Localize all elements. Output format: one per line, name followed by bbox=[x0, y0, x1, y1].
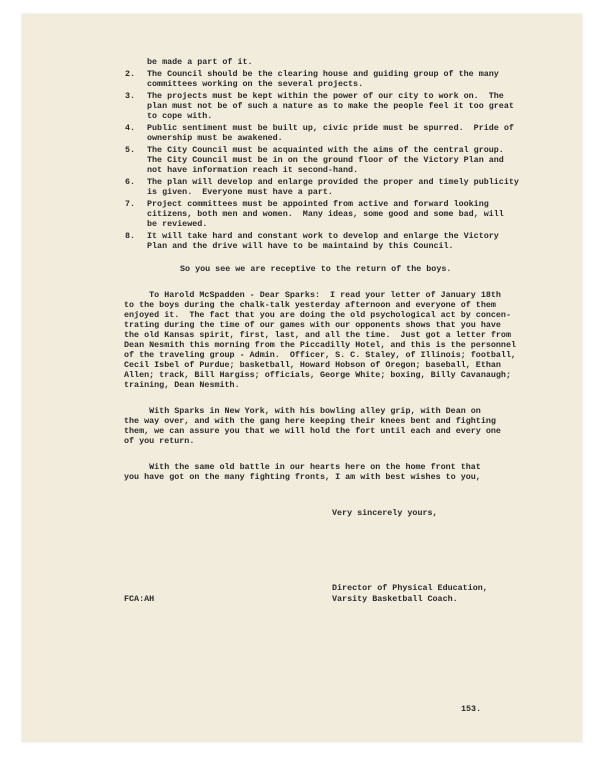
item-number-7: 7. bbox=[125, 199, 136, 209]
sparks-paragraph-line-9: Allen; track, Bill Hargiss; officials, George White; boxing, Billy Cavanaugh; bbox=[124, 370, 511, 380]
item-7-line-3: be reviewed. bbox=[147, 219, 208, 229]
item-number-4: 4. bbox=[125, 123, 136, 133]
item-4-line-1: Public sentiment must be built up, civic pride must be spurred. Pride of bbox=[147, 123, 514, 133]
item-number-2: 2. bbox=[125, 69, 136, 79]
sparks-paragraph-line-10: training, Dean Nesmith. bbox=[124, 380, 240, 390]
item-2-line-1: The Council should be the clearing house and guiding group of the many bbox=[147, 69, 499, 79]
item-5-line-1: The City Council must be acquainted with the aims of the central group. bbox=[147, 145, 504, 155]
york-paragraph-line-4: of you return. bbox=[124, 436, 195, 446]
battle-paragraph-line-2: you have got on the many fighting fronts, I am with best wishes to you, bbox=[124, 472, 481, 482]
letter-paper bbox=[22, 14, 582, 742]
york-paragraph-line-3: them, we can assure you that we will hold the fort until each and every one bbox=[124, 426, 501, 436]
sparks-paragraph-line-6: Dean Nesmith this morning from the Piccadilly Hotel, and this is the personnel bbox=[124, 340, 517, 350]
item-7-line-2: citizens, both men and women. Many ideas, some good and some bad, will bbox=[147, 209, 504, 219]
signature-title-line-2: Varsity Basketball Coach. bbox=[332, 594, 458, 604]
item-6-line-1: The plan will develop and enlarge provided the proper and timely publicity bbox=[147, 177, 519, 187]
item-5-line-3: not have information reach it second-hand. bbox=[147, 165, 359, 175]
sparks-paragraph-line-1: To Harold McSpadden - Dear Sparks: I read your letter of January 18th bbox=[124, 290, 501, 300]
sparks-paragraph-line-4: trating during the time of our games with our opponents shows that you have bbox=[124, 320, 501, 330]
sparks-paragraph-line-2: to the boys during the chalk-talk yesterday afternoon and everyone of them bbox=[124, 300, 496, 310]
page-number: 153. bbox=[461, 704, 482, 714]
item-7-line-1: Project committees must be appointed from active and forward looking bbox=[147, 199, 489, 209]
item-6-line-2: is given. Everyone must have a part. bbox=[147, 187, 333, 197]
item-number-3: 3. bbox=[125, 91, 136, 101]
item-number-5: 5. bbox=[125, 145, 136, 155]
continuation-line: be made a part of it. bbox=[147, 57, 253, 67]
item-3-line-3: to cope with. bbox=[147, 111, 213, 121]
closing: Very sincerely yours, bbox=[332, 508, 438, 518]
item-5-line-2: The City Council must be in on the ground floor of the Victory Plan and bbox=[147, 155, 504, 165]
item-2-line-2: committees working on the several projects. bbox=[147, 79, 364, 89]
sparks-paragraph-line-5: the old Kansas spirit, first, last, and all the time. Just got a letter from bbox=[124, 330, 511, 340]
item-3-line-1: The projects must be kept within the power of our city to work on. The bbox=[147, 91, 504, 101]
item-number-6: 6. bbox=[125, 177, 136, 187]
sparks-paragraph-line-7: of the traveling group - Admin. Officer, S. C. Staley, of Illinois; football, bbox=[124, 350, 517, 360]
signature-title-line-1: Director of Physical Education, bbox=[332, 583, 488, 593]
york-paragraph-line-2: the way over, and with the gang here keeping their knees bent and fighting bbox=[124, 416, 496, 426]
receptive-line: So you see we are receptive to the return of the boys. bbox=[180, 264, 452, 274]
item-8-line-1: It will take hard and constant work to develop and enlarge the Victory bbox=[147, 231, 499, 241]
item-8-line-2: Plan and the drive will have to be maintaind by this Council. bbox=[147, 241, 454, 251]
typist-initials: FCA:AH bbox=[124, 594, 155, 604]
york-paragraph-line-1: With Sparks in New York, with his bowling alley grip, with Dean on bbox=[124, 406, 481, 416]
battle-paragraph-line-1: With the same old battle in our hearts here on the home front that bbox=[124, 462, 481, 472]
item-4-line-2: ownership must be awakened. bbox=[147, 133, 283, 143]
sparks-paragraph-line-8: Cecil Isbel of Purdue; basketball, Howard Hobson of Oregon; baseball, Ethan bbox=[124, 360, 501, 370]
sparks-paragraph-line-3: enjoyed it. The fact that you are doing the old psychological act by concen- bbox=[124, 310, 511, 320]
item-number-8: 8. bbox=[125, 231, 136, 241]
item-3-line-2: plan must not be of such a nature as to make the people feel it too great bbox=[147, 101, 514, 111]
